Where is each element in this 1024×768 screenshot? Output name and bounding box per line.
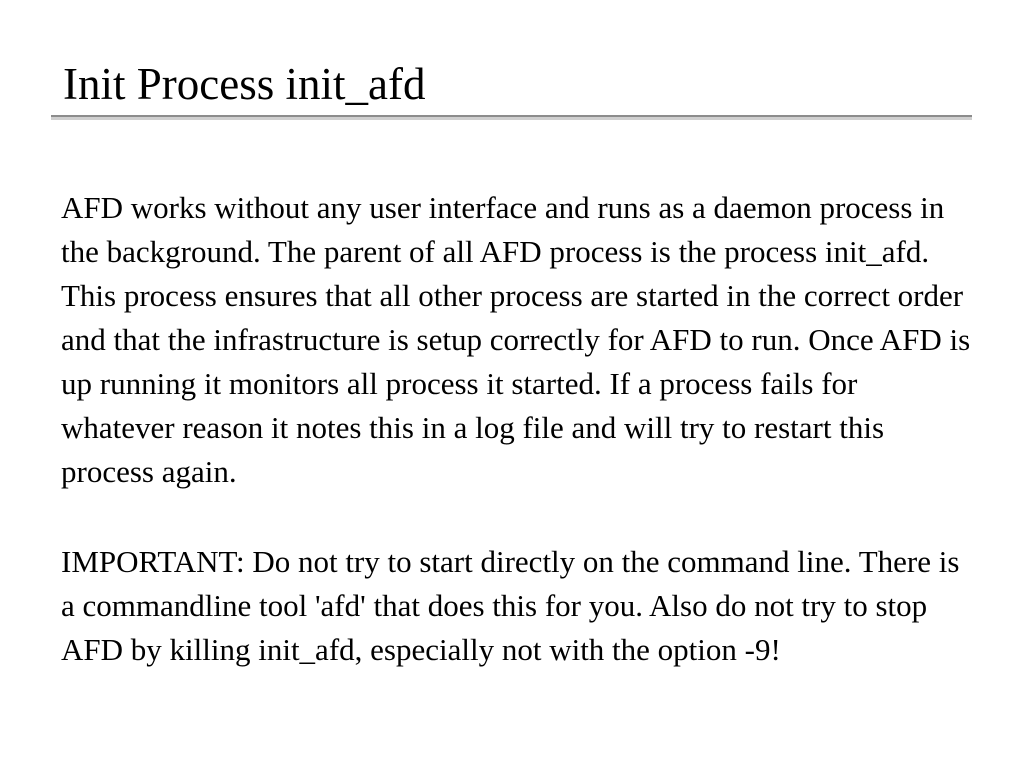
description-paragraph: AFD works without any user interface and runs as a daemon process in the background. The parent of all AFD process is the process init_afd. This process ensures that all other process are started in the correct order and that the infrastructure is setup correctly for AFD to run. Once AFD is up running it monitors all process it started. If a process fails for whatever reason it notes this in a log file and will try to restart this process again. <box>61 190 971 489</box>
important-note-paragraph: IMPORTANT: Do not try to start directly on the command line. There is a commandline tool 'afd' that does this for you. Also do not try to stop AFD by killing init_afd, especially not with the option -9! <box>61 544 960 667</box>
page-title: Init Process init_afd <box>63 59 426 109</box>
title-divider <box>51 115 972 120</box>
